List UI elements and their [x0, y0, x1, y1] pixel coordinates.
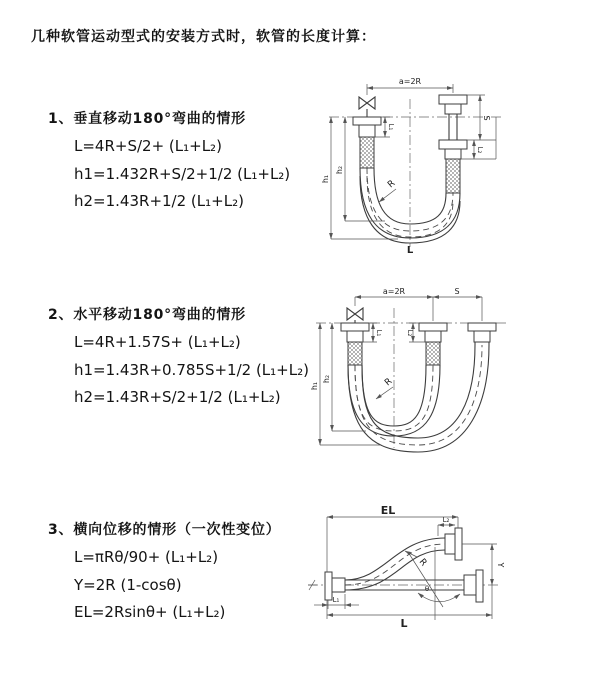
dimension-lines [314, 517, 497, 619]
formula-line: Y=2R (1-cosθ) [74, 575, 182, 594]
dim-label-l2: L₂ [406, 329, 414, 337]
formula-line: h1=1.432R+S/2+1/2 (L₁+L₂) [74, 164, 291, 183]
hose-u-bend-position2 [348, 345, 489, 452]
left-fitting [341, 323, 369, 365]
dim-label-span: a=2R [398, 77, 422, 86]
valve-icon [347, 308, 363, 323]
dim-label-h2: h₂ [335, 165, 344, 175]
dim-label-l2: L₂ [476, 146, 484, 154]
straight-pipe-original-position [345, 570, 483, 602]
dim-label-theta: θ [424, 585, 430, 593]
section-1-heading: 1、垂直移动180°弯曲的情形 [48, 111, 246, 127]
formula-line: L=4R+1.57S+ (L₁+L₂) [74, 333, 241, 351]
formula-line: EL=2Rsinθ+ (L₁+L₂) [74, 603, 226, 621]
dim-label-l2: L₂ [442, 516, 450, 524]
diagram-vertical-bend [313, 73, 593, 259]
formula-line: h1=1.43R+0.785S+1/2 (L₁+L₂) [74, 360, 309, 379]
dim-label-l1: L₁ [375, 329, 383, 337]
dim-label-r: R [383, 376, 395, 389]
dim-label-el: EL [380, 504, 396, 517]
diagram-lateral-displacement [300, 502, 600, 666]
dim-label-l1: L₁ [387, 123, 395, 131]
dim-label-h1: h₁ [310, 381, 319, 391]
dim-label-s: S [454, 287, 460, 296]
formula-line: L=πRθ/90+ (L₁+L₂) [74, 548, 219, 566]
dim-label-y: Y [496, 562, 505, 568]
dim-label-l1: L₁ [332, 596, 340, 604]
dim-label-span: a=2R [382, 287, 406, 296]
dim-label-s: S [482, 115, 491, 121]
dimension-lines [320, 297, 482, 445]
right-fitting [439, 95, 467, 193]
dim-label-l: L [406, 245, 414, 255]
section-1 [48, 110, 328, 211]
section-2 [48, 306, 328, 407]
dim-label-h2: h₂ [322, 374, 331, 384]
displaced-hose [345, 528, 462, 590]
dimension-labels [333, 504, 505, 630]
section-3-heading: 3、横向位移的情形（一次性变位） [48, 522, 281, 538]
right-fitting [468, 323, 496, 345]
valve-icon [359, 97, 375, 117]
formula-line: L=4R+S/2+ (L₁+L₂) [74, 137, 222, 155]
dim-label-r: R [416, 557, 429, 569]
formula-line: h2=1.43R+1/2 (L₁+L₂) [74, 192, 244, 210]
dimension-lines [331, 84, 496, 239]
section-2-heading: 2、水平移动180°弯曲的情形 [48, 307, 246, 323]
diagram-horizontal-bend [306, 284, 598, 466]
formula-line: h2=1.43R+S/2+1/2 (L₁+L₂) [74, 388, 281, 406]
axis-break-mark [308, 580, 317, 590]
dim-label-l: L [400, 617, 408, 630]
middle-fitting [419, 323, 447, 365]
left-fitting [353, 117, 381, 168]
dim-label-h1: h₁ [321, 174, 330, 184]
page-title: 几种软管运动型式的安装方式时，软管的长度计算： [31, 29, 376, 45]
dim-label-r: R [386, 178, 398, 191]
section-3 [48, 521, 328, 622]
